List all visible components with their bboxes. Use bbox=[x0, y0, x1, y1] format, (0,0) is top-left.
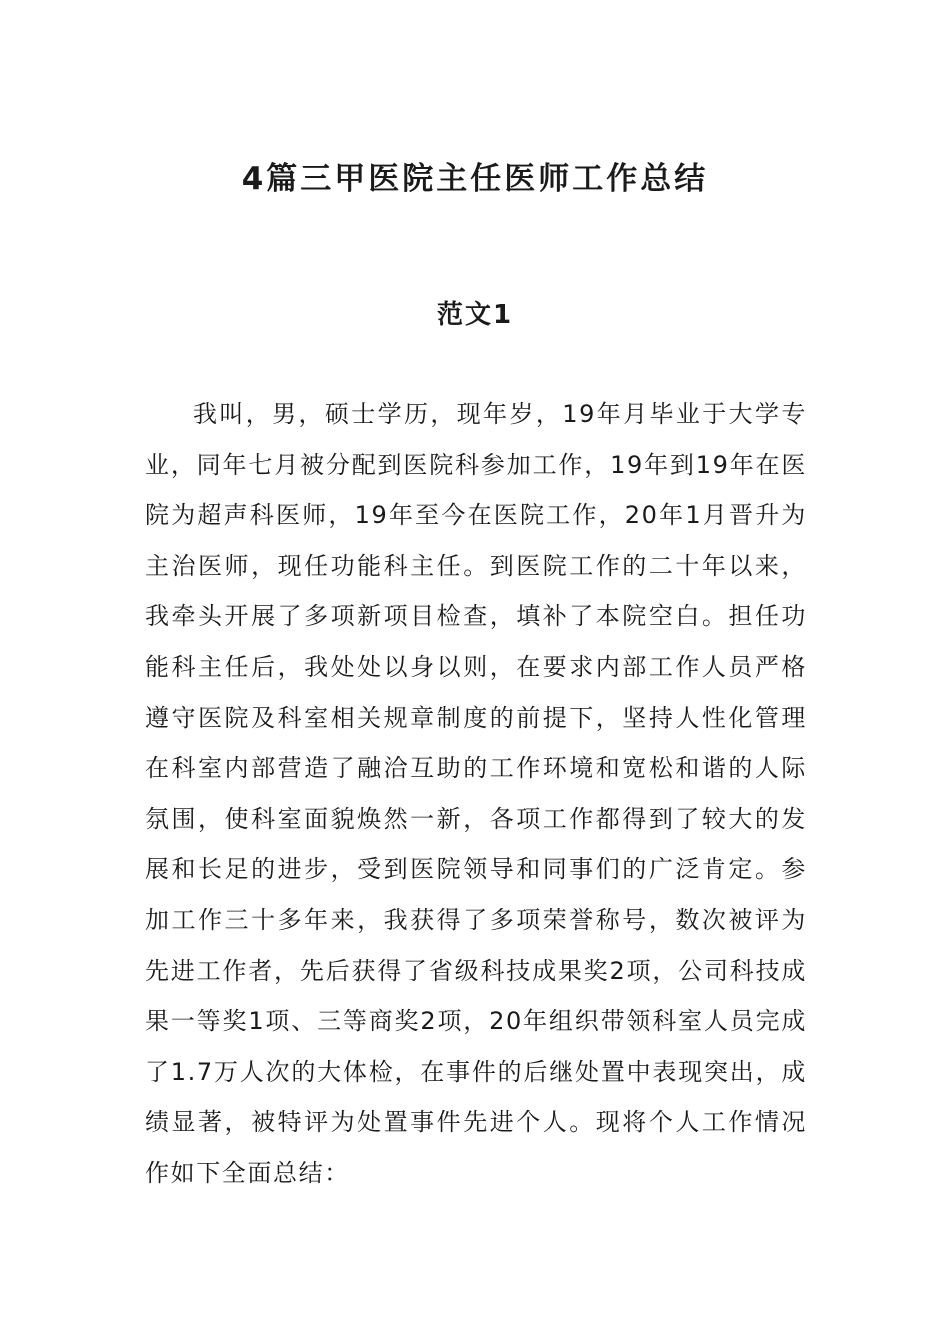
document-title: 4篇三甲医院主任医师工作总结 bbox=[241, 161, 709, 197]
section-heading: 范文1 bbox=[436, 300, 514, 330]
body-paragraph: 我叫，男，硕士学历，现年岁，19年月毕业于大学专业，同年七月被分配到医院科参加工作，19年到19年在医院为超声科医师，19年至今在医院工作，20年1月晋升为主治医师，现任功能科主任。到医院工作的二十年以来，我牵头开展了多项新项目检查，填补了本院空白。担任功能科主任后，我处处以身以则，在要求内部工作人员严格遵守医院及科室相关规章制度的前提下，坚持人性化管理在科室内部营造了融洽互助的工作环境和宽松和谐的人际氛围，使科室面貌焕然一新，各项工作都得到了较大的发展和长足的进步，受到医院领导和同事们的广泛肯定。参加工作三十多年来，我获得了多项荣誉称号，数次被评为先进工作者，先后获得了省级科技成果奖2项，公司科技成果一等奖1项、三等商奖2项，20年组织带领科室人员完成了1.7万人次的大体检，在事件的后继处置中表现突出，成绩显著，被特评为处置事件先进个人。现将个人工作情况作如下全面总结： bbox=[145, 400, 807, 1187]
